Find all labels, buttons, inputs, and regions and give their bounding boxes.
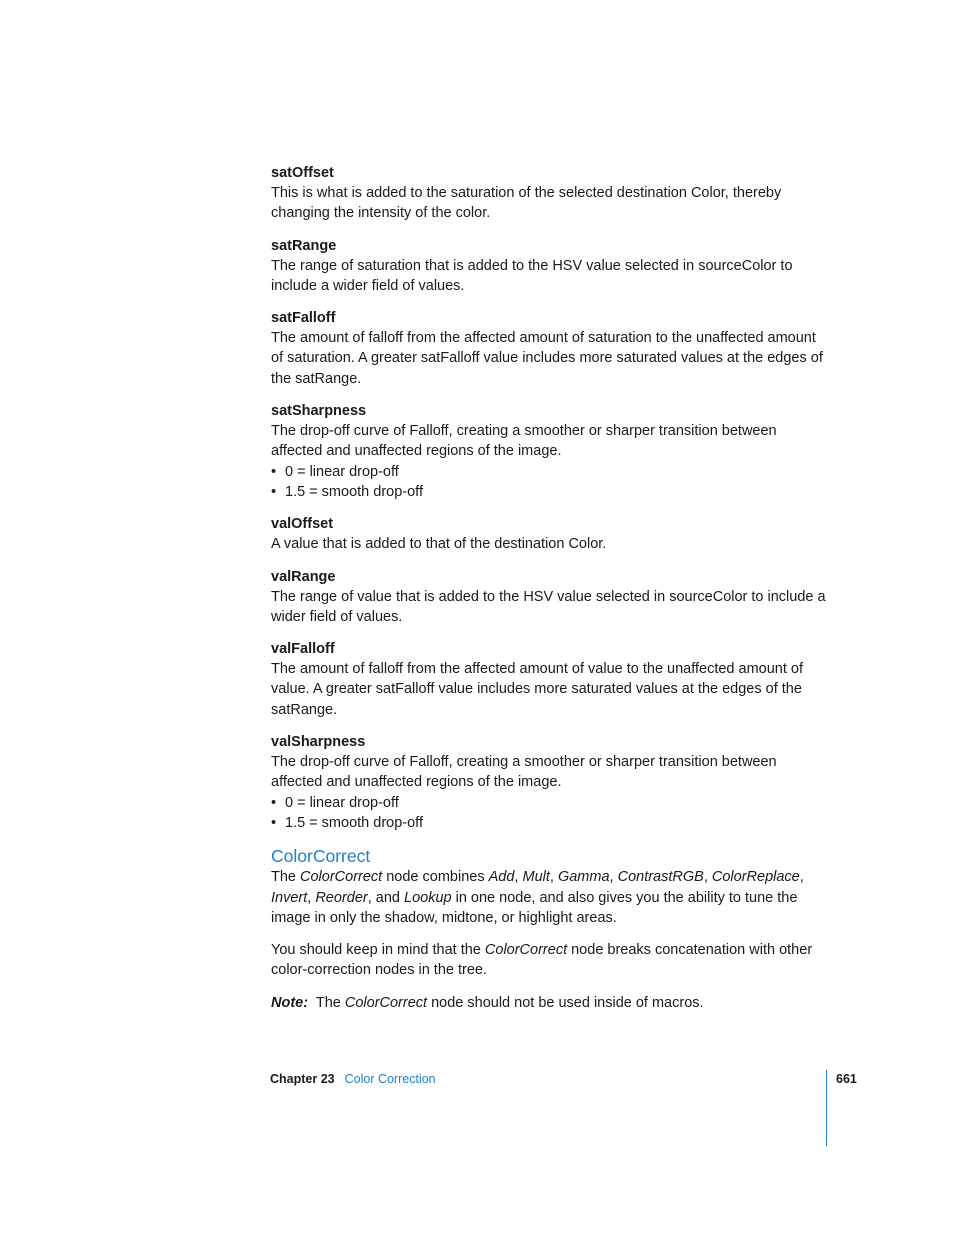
node-name: Reorder [315,889,368,906]
node-name: Invert [271,889,308,906]
term-description: The amount of falloff from the affected amount of value to the unaffected amount of value. A greater satFalloff value includes more saturated values at the edges of the satRange. [271,661,804,718]
list-item [271,793,831,813]
list-item-text: 1.5 = smooth drop-off [285,814,423,831]
text-run: in one node, and also gives you the ability to tune the image in only the shadow, midtone, or highlight areas. [271,889,798,926]
page-number: 661 [836,1072,857,1086]
entry-satrange [271,236,831,297]
bullet-list [271,462,831,503]
term-heading: valSharpness [271,734,366,751]
entry-satfalloff [271,308,831,389]
section-heading: ColorCorrect [271,846,371,867]
footer-chapter-title: Color Correction [344,1072,436,1086]
entry-satoffset [271,163,831,224]
node-name: Gamma [557,869,610,886]
text-run: , and [367,889,404,906]
page-content [271,163,831,1025]
entry-valrange [271,567,831,628]
bullet-icon: • [271,794,277,811]
term-heading: valOffset [271,516,334,533]
text-run: node breaks concatenation with other color-correction nodes in the tree. [271,942,813,979]
list-item [271,482,831,502]
list-item-text: 1.5 = smooth drop-off [285,483,423,500]
term-description: The range of saturation that is added to the HSV value selected in sourceColor to include a wider field of values. [271,257,793,294]
text-run: You should keep in mind that the [271,942,485,959]
node-name: Lookup [404,889,452,906]
node-name: ColorCorrect [344,994,428,1011]
footer-divider [826,1070,827,1146]
footer-chapter: Chapter 23 [270,1072,335,1086]
entry-valoffset [271,514,831,554]
list-item [271,462,831,482]
text-run: node should not be used inside of macros. [427,994,704,1011]
node-name: Add [488,869,515,886]
bullet-icon: • [271,463,277,480]
entry-valsharpness [271,732,831,833]
entry-valfalloff [271,639,831,720]
node-name: ColorReplace [711,869,800,886]
term-heading: satSharpness [271,403,367,420]
term-description: The drop-off curve of Falloff, creating a smoother or sharper transition between affected and unaffected regions of the image. [271,423,777,460]
node-name: ContrastRGB [617,869,704,886]
section-paragraph [271,867,831,928]
node-name: ColorCorrect [484,942,568,959]
term-heading: satRange [271,237,337,254]
text-run: node combines [382,869,489,886]
note-label: Note: [271,994,309,1011]
text-run: , [549,869,558,886]
entry-satsharpness [271,401,831,502]
term-heading: valRange [271,568,336,585]
term-heading: valFalloff [271,641,335,658]
section-paragraph [271,940,831,981]
term-description: The drop-off curve of Falloff, creating a smoother or sharper transition between affected and unaffected regions of the image. [271,754,777,791]
text-run: , [307,889,316,906]
term-heading: satFalloff [271,310,336,327]
bullet-icon: • [271,814,277,831]
text-run: , [703,869,712,886]
node-name: ColorCorrect [300,869,383,886]
node-name: Mult [522,869,550,886]
term-description: The range of value that is added to the HSV value selected in sourceColor to include a wider field of values. [271,588,826,625]
text-run: The [271,869,301,886]
text-run: , [609,869,618,886]
text-run: , [799,869,804,886]
list-item-text: 0 = linear drop-off [285,794,399,811]
term-heading: satOffset [271,165,334,181]
bullet-list [271,793,831,834]
term-description: A value that is added to that of the destination Color. [271,536,607,553]
list-item [271,813,831,833]
page-footer [270,1072,436,1086]
text-run: , [514,869,523,886]
term-description: This is what is added to the saturation of the selected destination Color, thereby changing the intensity of the color. [271,185,782,222]
note-paragraph [271,993,831,1013]
text-run: The [308,994,345,1011]
list-item-text: 0 = linear drop-off [285,463,399,480]
term-description: The amount of falloff from the affected amount of saturation to the unaffected amount of saturation. A greater satFalloff value includes more saturated values at the edges of the satRange. [271,330,823,387]
bullet-icon: • [271,483,277,500]
